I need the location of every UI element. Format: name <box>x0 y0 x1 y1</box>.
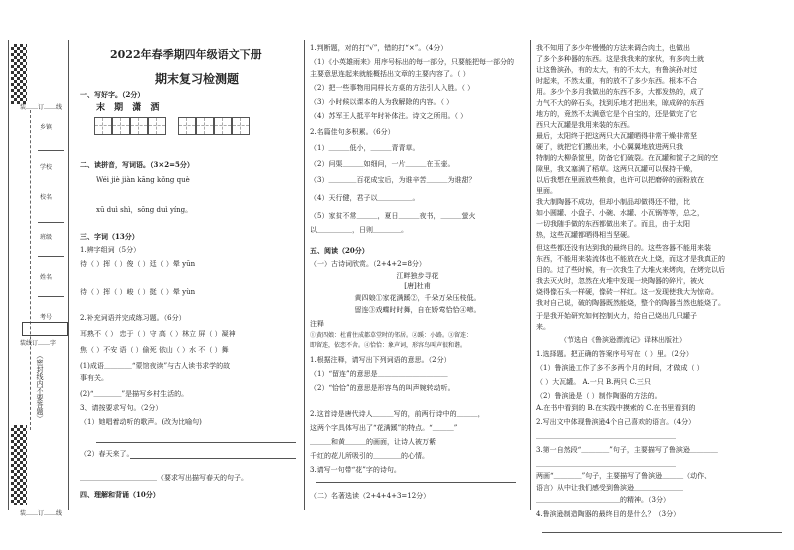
line-name <box>38 296 64 297</box>
section-3-heading: 三、字词（13分） <box>80 232 139 241</box>
passage-line: 地方的，竟然不太满意它是个自宝的，还是做完了它 <box>536 110 697 118</box>
answer-line[interactable] <box>96 442 296 443</box>
writing-box[interactable] <box>94 117 112 135</box>
judge-heading: 1.判断题，对的打“√”，错的打“×”。（4分） <box>310 44 448 52</box>
passage-line: 力气不大的碎石头，找到乐地才把出来，晾成碎的东西 <box>536 99 704 107</box>
read-q3c: 语言）从中让我们感受到鲁滨逊＿＿＿＿＿＿＿ <box>536 484 683 492</box>
section-1-heading: 一、写好字。（2分） <box>80 90 145 99</box>
passage-line: 了多个多种器的东西。这是我我来的家伙，有多肉土就 <box>536 55 704 63</box>
exam-title: 2022年春季期四年级语文下册 <box>110 48 262 61</box>
sentence-q2: （2）春天来了。 <box>80 450 134 458</box>
classics-heading: （二）名著选读（2+4+4+3=12分） <box>310 492 431 500</box>
strip-border-right <box>68 40 69 510</box>
writing-box[interactable] <box>148 117 166 135</box>
section-1-words: 末 期 潇 洒 <box>96 103 163 113</box>
mc-q2: （2）鲁滨逊是（ ）制作陶器的方法的。 <box>536 392 662 400</box>
column-divider-1 <box>304 40 305 510</box>
judge-3: （3）小时候以课本的人为我解除的内容。（ ） <box>310 98 454 106</box>
section-3-2: 2.补充词语并完成练习题。（6分） <box>80 314 186 322</box>
read-q2-line: ＿＿＿＿＿＿＿＿＿＿＿＿＿＿＿＿＿＿＿＿ <box>536 432 676 440</box>
strip-border-left <box>8 40 9 510</box>
poem-q2c: ＿＿＿和黄＿＿＿的画面，让诗人被万紫 <box>310 438 436 446</box>
passage-line: 热，这些瓦罐都晒得相当坚硬。 <box>536 231 634 239</box>
read-q3a: ＿＿＿＿＿＿＿＿＿＿＿＿＿＿＿＿＿＿＿＿ <box>536 460 676 468</box>
passage-line: 我去灭火时，忽然在火堆中发现一块陶器的碎片，被火 <box>536 277 704 285</box>
passage-line: 以后我想在里面放些粮食，也许可以把磨碎的面粉放在 <box>536 176 704 184</box>
label-schoolname: 校名 <box>40 194 53 201</box>
section-4-heading: 四、理解和背诵（10分） <box>80 490 160 499</box>
judge-1b: 主要意思连起来就能概括出文章的主要内容了。（ ） <box>310 70 470 78</box>
passage-line: 我对自己说，破的陶器既然能烧，整个的陶器当然也能烧了。 <box>536 299 725 307</box>
idiom-row-2: 焦（ ）不安 语（ ）偷死 依山（ ）水 不（ ）舞 <box>80 346 229 354</box>
column-divider-2 <box>530 40 531 510</box>
passage-source: （节选自《鲁滨逊漂流记》译林出版社） <box>560 336 686 344</box>
exam-subtitle: 期末复习检测题 <box>155 72 240 86</box>
writing-box[interactable] <box>214 117 232 135</box>
passage-line: 时起来，不然太重，有的放不了多少东西。根本不合 <box>536 77 697 85</box>
passage-line: 西只大瓦罐是我用来装的东西。 <box>536 121 634 129</box>
line-class <box>38 256 64 257</box>
poem-author: [唐]杜甫 <box>404 282 431 290</box>
note-2: 即留连，依恋不舍。④恰恰：象声词，形容鸟叫声很和谐。 <box>310 342 467 349</box>
idiom-q1: (1)成语＿＿＿＿“蒙馆夜读”与古人读书求学的故 <box>80 362 231 370</box>
idiom-row-1: 耳熟不（ ） 忠于（ ）守 高（ ）林立 屏（ ）凝神 <box>80 330 236 338</box>
passage-line: 来。 <box>536 323 550 331</box>
poem-q2: 2.这首诗是唐代诗人＿＿＿写的，前两行诗中的＿＿＿， <box>310 410 485 418</box>
judge-2: （2）把一些事物用同样长方桌的方法引人入胜。（ ） <box>310 84 475 92</box>
label-name: 姓名 <box>40 274 53 281</box>
section-3-1: 1.辨字组词（5分） <box>80 246 141 254</box>
label-examno: 考号 <box>40 314 53 321</box>
binding-note: 装线订……字 <box>20 340 57 347</box>
passage-line: 用。多少个多月我做出的东西不多，大都发热的，成了 <box>536 88 704 96</box>
passage-line: 于是我开始研究如何控制火力，给自己烧出几只罐子 <box>536 312 697 320</box>
examno-boxes <box>22 322 68 336</box>
passage-line: 目的。过了些时候，有一次我生了大堆火来烤肉，在烤完以后 <box>536 266 725 274</box>
quote-1: （1）＿＿＿低小，＿＿＿青青草。 <box>310 144 420 152</box>
line-town <box>38 150 64 151</box>
sentence-q1: （1）她唱着动听的歌声。(改为比喻句) <box>80 418 202 426</box>
read-q3: 3.第一自然段“＿＿＿＿”句子，主要描写了鲁滨逊＿＿＿＿ <box>536 446 718 454</box>
quote-6: 以＿＿＿＿＿，日则＿＿＿＿。 <box>310 226 408 234</box>
mc-q2-options: A.在书中看到的 B.在实践中摸索的 C.在书里看到的 <box>536 404 696 412</box>
binding-line-bottom: 装……订……线 <box>20 510 63 517</box>
poem-q1a: （1）“留连”的意思是＿＿＿＿＿＿＿＿＿＿ <box>310 370 448 378</box>
answer-line[interactable] <box>316 482 516 483</box>
passage-line: 一切我随手做的东西都做出来了。而且，由于太阳 <box>536 220 690 228</box>
quote-3: （3）＿＿＿＿百花成宝后，为谁辛苦＿＿＿为谁甜？ <box>310 176 476 184</box>
writing-box[interactable] <box>196 117 214 135</box>
passage-line: 里面。 <box>536 187 557 195</box>
read-q2: 2.写出文中体现鲁滨逊4个自己喜欢的语言。（4分） <box>536 418 696 426</box>
binding-line-top: 装……订……线 <box>20 104 63 111</box>
quotes-heading: 2.名篇佳句多积累。（6分） <box>310 128 395 136</box>
idiom-q1b: 事有关。 <box>80 374 108 382</box>
writing-box[interactable] <box>232 117 250 135</box>
passage-line: 东西，不能用来装流体也不能放在火上烧，而这才是我真正的 <box>536 255 725 263</box>
read-q4: 4.鲁滨逊制造陶器的最终目的是什么？（3分） <box>536 510 681 518</box>
label-class: 班级 <box>40 234 53 241</box>
passage-line: 最后，太阳终于把这两只大瓦罐晒得非常干燥非常坚 <box>536 132 697 140</box>
checker-pattern-top <box>11 44 27 104</box>
judge-1: （1）《小英雄雨来》用序号标出的每一部分，只要能把每一部分的 <box>310 58 514 66</box>
binding-dash-line <box>30 110 31 430</box>
mc-heading: 1.选择题。把正确的答案序号写在（ ）里。（2分） <box>536 350 693 358</box>
passage-line: 如小圆罐、小盘子、小碗、水罐、小瓦锅等等，总之， <box>536 209 704 217</box>
section-2-heading: 二、读拼音，写词语。（3×2=5分） <box>80 160 194 169</box>
passage-line: 我大制陶器不成功，但却小制品却做得还不错，比 <box>536 198 690 206</box>
writing-box[interactable] <box>130 117 148 135</box>
quote-5: （5）家贫不常＿＿＿，夏日＿＿＿夜书，＿＿＿萤火 <box>310 212 476 220</box>
writing-box[interactable] <box>178 117 196 135</box>
section-3-3: 3、请按要求写句。（2分） <box>80 404 163 412</box>
quote-2: （2）问渠＿＿＿如细问，一片＿＿＿在玉壶。 <box>310 160 455 168</box>
poem-q1b: （2）“恰恰”的意思是形容鸟的叫声婉转动听。 <box>310 384 455 392</box>
note-1: ①黄四娘：杜甫住成都草堂时的邻居。②蹊：小路。③留连： <box>310 332 473 339</box>
passage-line: 隙里，我又塞满了稻草。这两只瓦罐可以保持干燥， <box>536 165 697 173</box>
answer-line[interactable] <box>130 458 296 459</box>
mc-q1: （1）鲁滨逊工作了多不多两个月的时间，才做成（ ） <box>536 364 704 372</box>
word-row-1: 待（ ）挥（ ）俊（ ）廷（ ）晕 yūn <box>80 260 196 268</box>
poem-line-1: 黄四娘①家花满蹊②，千朵万朵压枝低。 <box>354 294 481 302</box>
writing-box[interactable] <box>112 117 130 135</box>
notes-heading: 注释 <box>310 320 324 328</box>
read-q3b: 两画“＿＿＿＿”句子，主要描写了鲁滨逊＿＿＿（动作、 <box>536 472 712 480</box>
poem-q2d: 千红的花儿所吸引的＿＿＿＿的心情。 <box>310 452 429 460</box>
label-town: 乡镇 <box>40 124 53 131</box>
passage-line: 让这鲁滨孙，有的太大，有的不太大，有鲁滨孙对过 <box>536 66 697 74</box>
judge-4: （4）苏军王人抵平年时补体注。诗文之所用。（ ） <box>310 112 468 120</box>
quote-4: （4）天行健，君子以＿＿＿＿＿。 <box>310 194 420 202</box>
warning-text: （密封线内不要答题） <box>36 352 44 422</box>
poem-q3: 3.请写一句带“花”字的诗句。 <box>310 466 401 474</box>
mc-q1-options: （ ）大瓦罐。 A.一只 B.两只 C.三只 <box>536 378 651 386</box>
label-school: 学校 <box>40 164 53 171</box>
idiom-q2: (2)“＿＿＿＿”是描写乡村生活的。 <box>80 390 189 398</box>
answer-line[interactable] <box>542 532 782 533</box>
passage-line: 烧得像石头一样硬，像砖一样红。这一发现使我大为惊奇。 <box>536 288 718 296</box>
read-q3d: ＿＿＿＿＿＿＿＿＿＿＿＿的精神。（3分） <box>536 496 670 504</box>
word-row-2: 待（ ）挥（ ）峻（ ）挺（ ）晕 yùn <box>80 288 196 296</box>
reading-heading: 五、阅读（20分） <box>310 246 369 255</box>
passage-line: 特制的大柳条筐里，防备它们破裂。在瓦罐和筐子之间的空 <box>536 154 718 162</box>
passage-line: 硬了，就把它们搬出来，小心翼翼地放进两只我 <box>536 143 683 151</box>
sentence-q2-requirement: ＿＿＿＿＿＿＿＿＿＿＿（要求写出描写春天的句子。 <box>80 474 248 482</box>
passage-line: 我不知用了多少年慢慢的方法来调合肉土，也做出 <box>536 44 690 52</box>
poem-section-heading: （一）古诗词欣赏。（2+4+2=8分） <box>310 260 426 268</box>
poem-q2b: 这两个字具体写出了“花满蹊”的特点。“＿＿＿” <box>310 424 458 432</box>
checker-pattern-bottom <box>11 425 27 505</box>
line-school <box>38 222 64 223</box>
poem-title: 江畔独步寻花 <box>396 272 439 280</box>
poem-line-2: 留连③戏蝶时时舞，自在娇莺恰恰④啼。 <box>354 306 481 314</box>
pinyin-row-1: Wéi jiè jiàn kāng kǒng què <box>96 176 190 184</box>
passage-line: 但这些都还没有达到我的最终目的。这些容器不能用来装 <box>536 244 711 252</box>
pinyin-row-2: xū duì shì，sōng duì yíng。 <box>96 206 193 214</box>
poem-q1: 1.根据注释，请写出下列词语的意思。（2分） <box>310 356 451 364</box>
